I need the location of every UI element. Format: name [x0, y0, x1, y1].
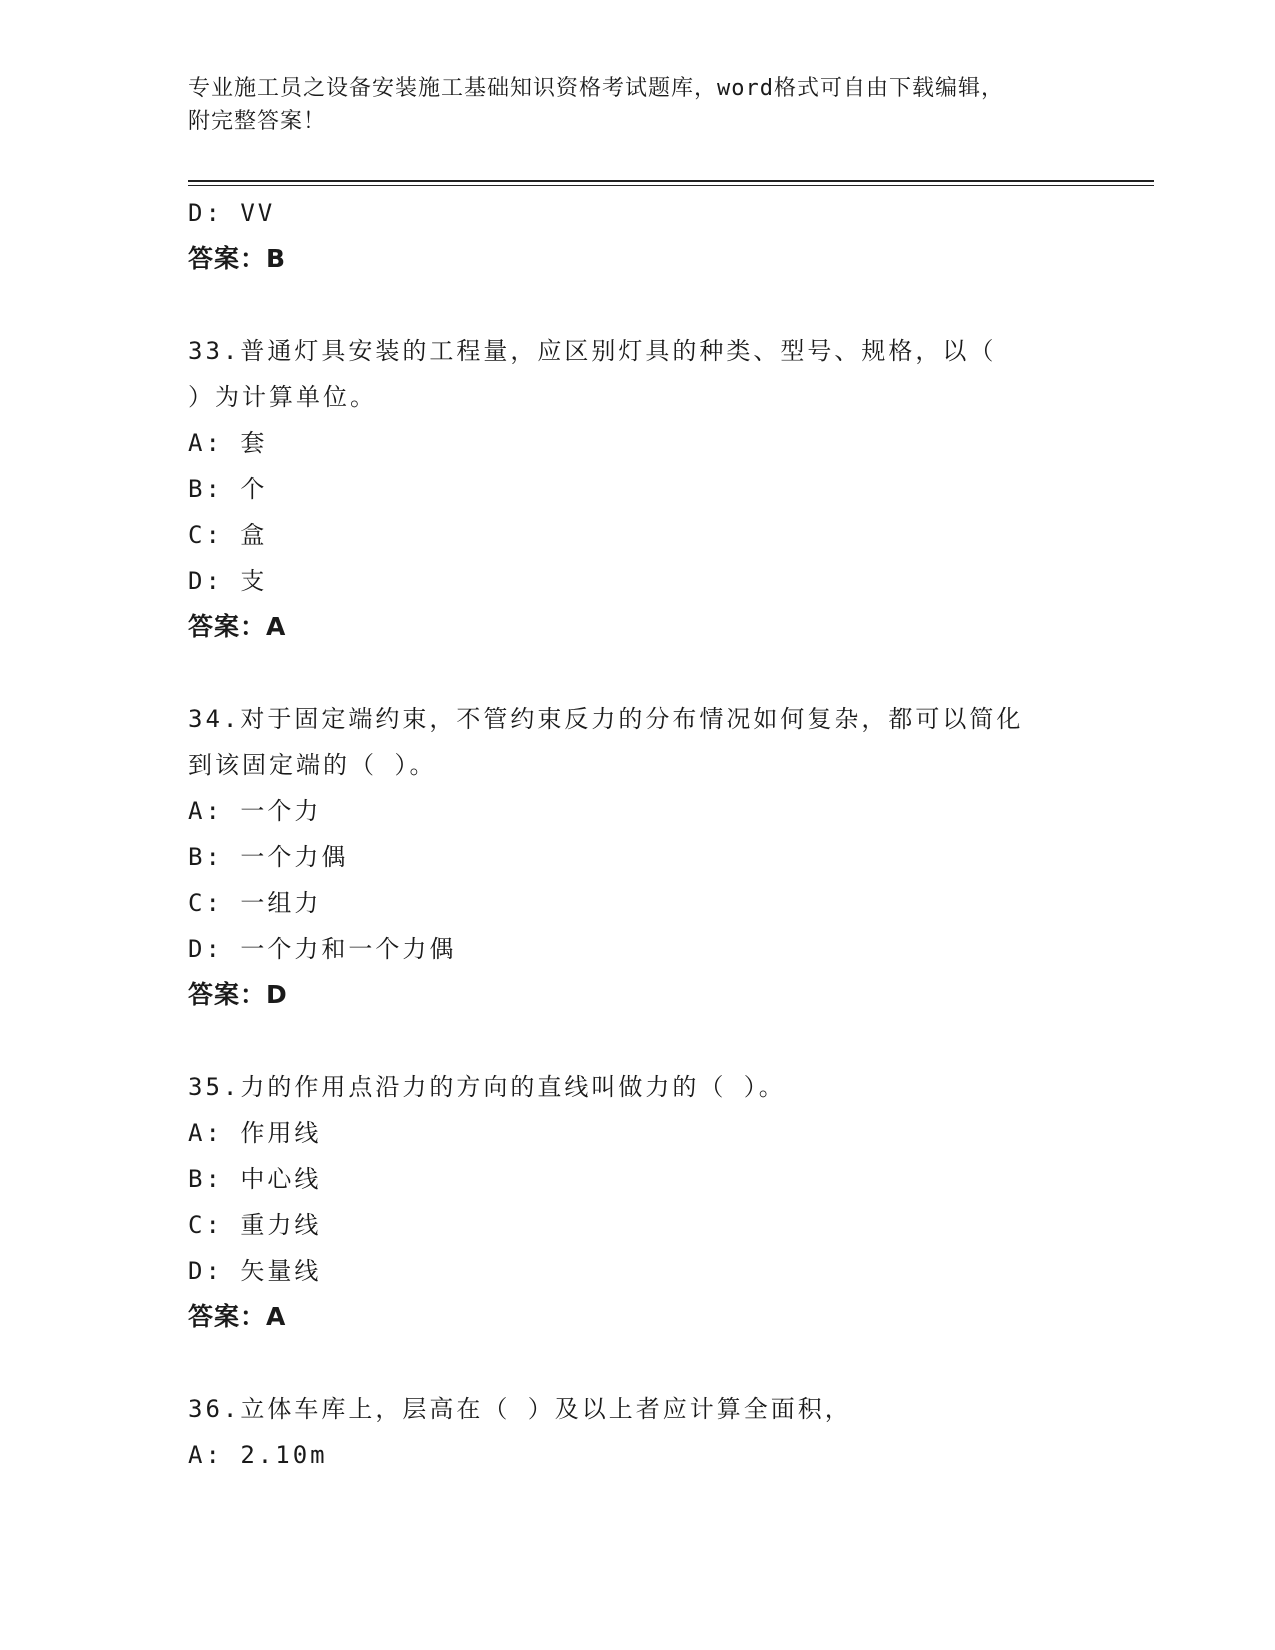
header-line-1: 专业施工员之设备安装施工基础知识资格考试题库，word格式可自由下载编辑，	[188, 76, 1004, 101]
option-a: A: 2.10m	[188, 1441, 328, 1469]
option-c: C: 一组力	[188, 889, 322, 917]
spacer	[188, 282, 1088, 328]
question-34	[188, 696, 1088, 1018]
option-b: B: 个	[188, 475, 268, 503]
option-a: A: 作用线	[188, 1119, 322, 1147]
question-list	[188, 190, 1088, 1478]
option-b: B: 中心线	[188, 1165, 322, 1193]
option-a: A: 套	[188, 429, 268, 457]
spacer	[188, 1340, 1088, 1386]
option-d: D: VV	[188, 199, 276, 227]
option-c: C: 重力线	[188, 1211, 322, 1239]
question-36	[188, 1386, 1088, 1478]
option-a: A: 一个力	[188, 797, 322, 825]
question-stem: 36.立体车库上，层高在（ ）及以上者应计算全面积，	[188, 1395, 852, 1423]
answer-line: 答案：A	[188, 1302, 287, 1331]
answer-line: 答案：B	[188, 244, 287, 273]
option-d: D: 一个力和一个力偶	[188, 935, 457, 963]
question-stem: 34.对于固定端约束，不管约束反力的分布情况如何复杂，都可以简化	[188, 705, 1024, 733]
header-divider-thin	[188, 185, 1154, 186]
option-c: C: 盒	[188, 521, 268, 549]
option-d: D: 支	[188, 567, 268, 595]
header-line-2: 附完整答案！	[188, 109, 327, 134]
option-d: D: 矢量线	[188, 1257, 322, 1285]
question-stem-cont: ）为计算单位。	[188, 383, 377, 411]
option-b: B: 一个力偶	[188, 843, 349, 871]
question-35	[188, 1064, 1088, 1340]
question-stem-cont: 到该固定端的（ ）。	[188, 751, 437, 779]
spacer	[188, 1018, 1088, 1064]
answer-line: 答案：D	[188, 980, 288, 1009]
spacer	[188, 650, 1088, 696]
question-stem: 35.力的作用点沿力的方向的直线叫做力的（ ）。	[188, 1073, 786, 1101]
document-header	[188, 72, 1088, 138]
question-stem: 33.普通灯具安装的工程量，应区别灯具的种类、型号、规格，以（	[188, 337, 997, 365]
answer-line: 答案：A	[188, 612, 287, 641]
carryover-block	[188, 190, 1088, 282]
header-divider-thick	[188, 180, 1154, 182]
question-33	[188, 328, 1088, 650]
